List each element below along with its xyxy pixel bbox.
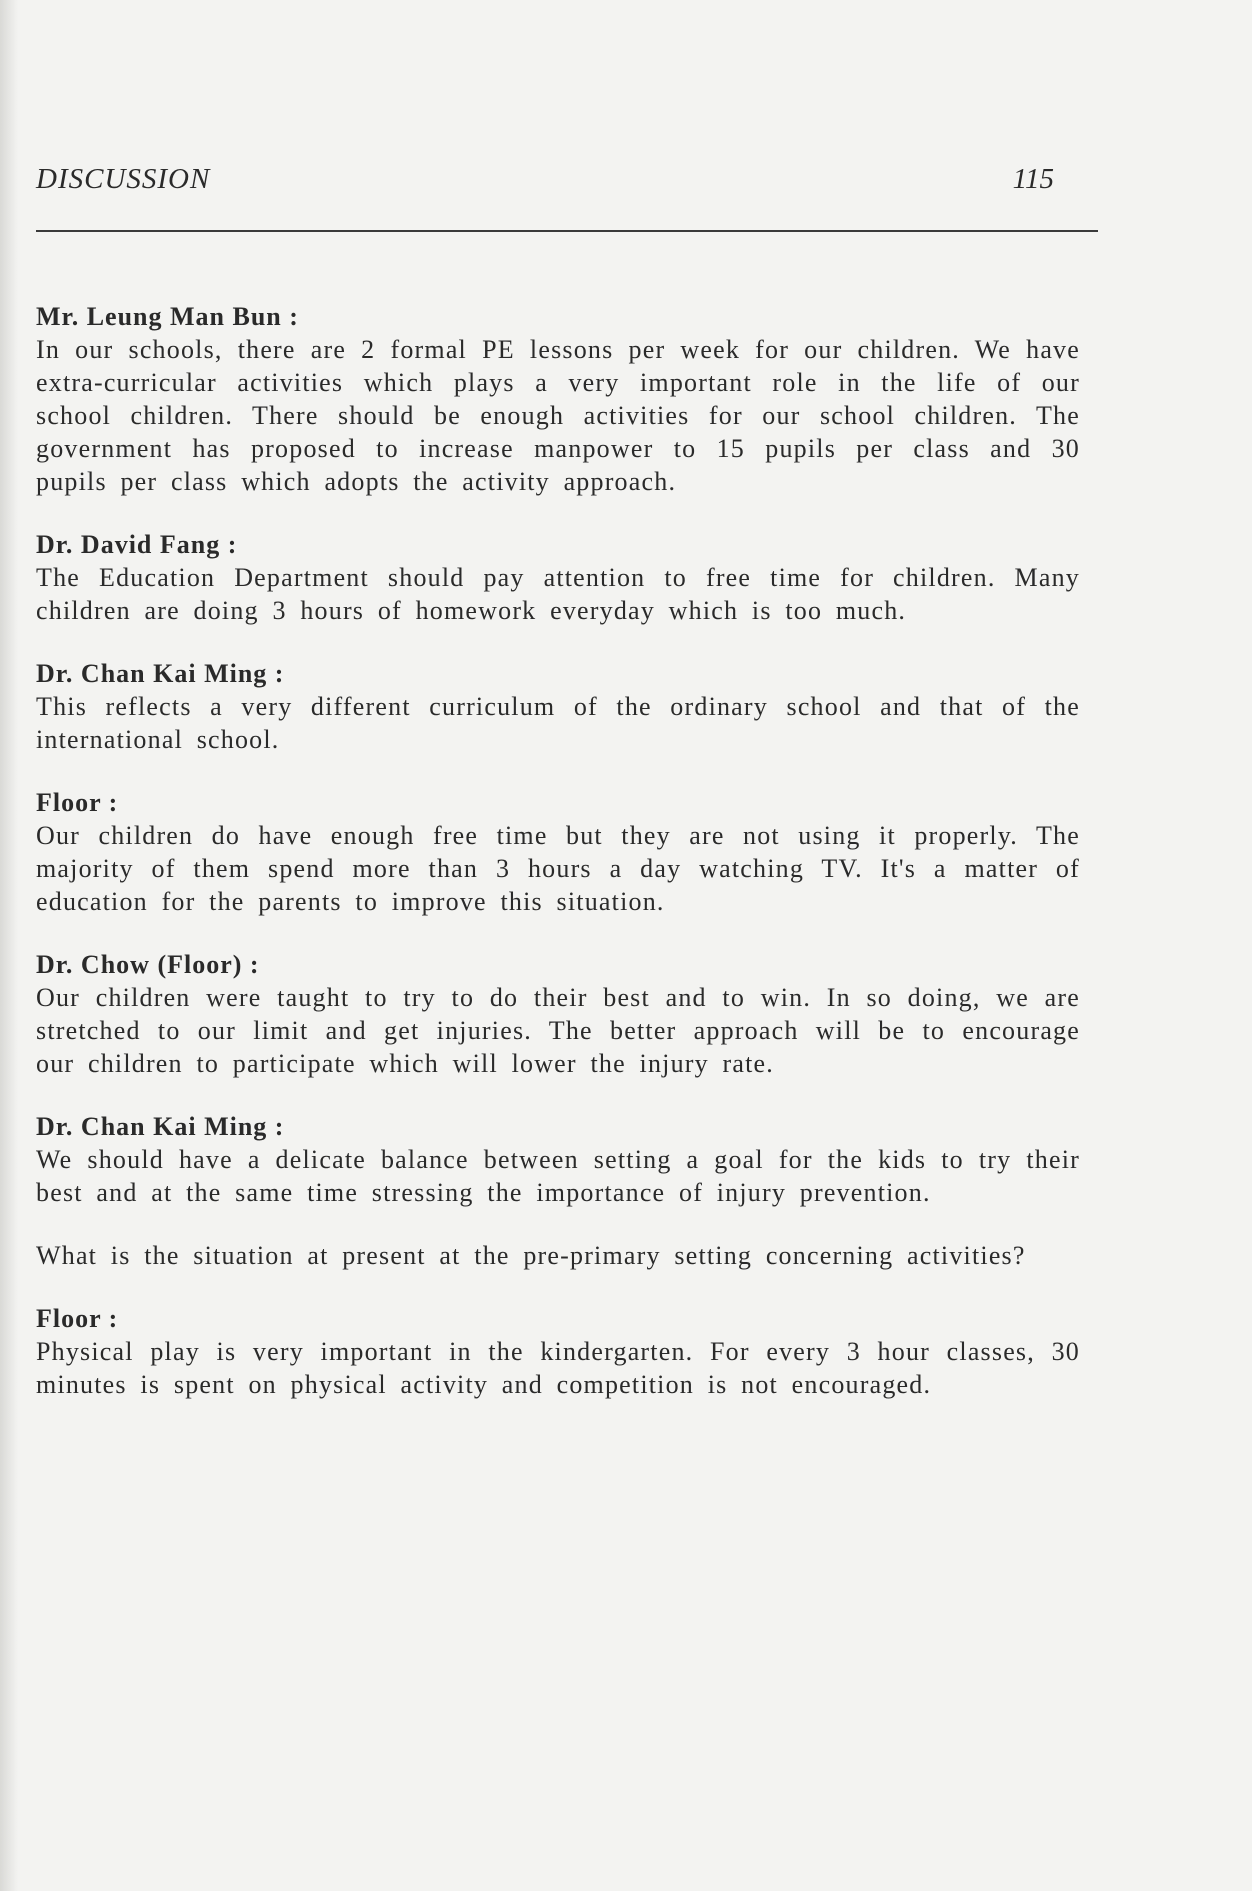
discussion-entry	[36, 948, 1080, 1080]
speaker-name: Dr. Chow (Floor) :	[36, 950, 260, 979]
discussion-body	[36, 300, 1080, 1431]
discussion-question	[36, 1239, 1080, 1272]
discussion-entry	[36, 1110, 1080, 1209]
speaker-remark: This reflects a very different curriculum of the ordinary school and that of the international school.	[36, 692, 1080, 754]
discussion-entry	[36, 528, 1080, 627]
speaker-name: Dr. Chan Kai Ming :	[36, 1112, 285, 1141]
speaker-name: Dr. Chan Kai Ming :	[36, 659, 285, 688]
discussion-entry	[36, 1302, 1080, 1401]
question-text: What is the situation at present at the pre-primary setting concerning activities?	[36, 1241, 1026, 1270]
speaker-remark: In our schools, there are 2 formal PE lessons per week for our children. We have extra-curricular activities which plays a very important role in the life of our school children. There should be enough activities for our school children. The government has proposed to increase manpower to 15 pupils per class and 30 pupils per class which adopts the activity approach.	[36, 335, 1080, 496]
speaker-name: Dr. David Fang :	[36, 530, 238, 559]
section-title: DISCUSSION	[36, 163, 211, 195]
speaker-remark: The Education Department should pay attention to free time for children. Many children are doing 3 hours of homework everyday which is too much.	[36, 563, 1080, 625]
speaker-remark: Our children were taught to try to do their best and to win. In so doing, we are stretched to our limit and get injuries. The better approach will be to encourage our children to participate which will lower the injury rate.	[36, 983, 1080, 1078]
page-edge-shadow	[0, 0, 18, 1891]
speaker-name: Floor :	[36, 788, 119, 817]
discussion-entry	[36, 657, 1080, 756]
speaker-remark: Physical play is very important in the kindergarten. For every 3 hour classes, 30 minutes is spent on physical activity and competition is not encouraged.	[36, 1337, 1080, 1399]
discussion-entry	[36, 300, 1080, 498]
speaker-remark: Our children do have enough free time but they are not using it properly. The majority of them spend more than 3 hours a day watching TV. It's a matter of education for the parents to improve this situation.	[36, 821, 1080, 916]
speaker-remark: We should have a delicate balance between setting a goal for the kids to try their best and at the same time stressing the importance of injury prevention.	[36, 1145, 1080, 1207]
header-rule	[36, 230, 1098, 232]
running-header	[36, 163, 1098, 203]
discussion-entry	[36, 786, 1080, 918]
speaker-name: Floor :	[36, 1304, 119, 1333]
page-number: 115	[1012, 163, 1054, 195]
speaker-name: Mr. Leung Man Bun :	[36, 302, 299, 331]
